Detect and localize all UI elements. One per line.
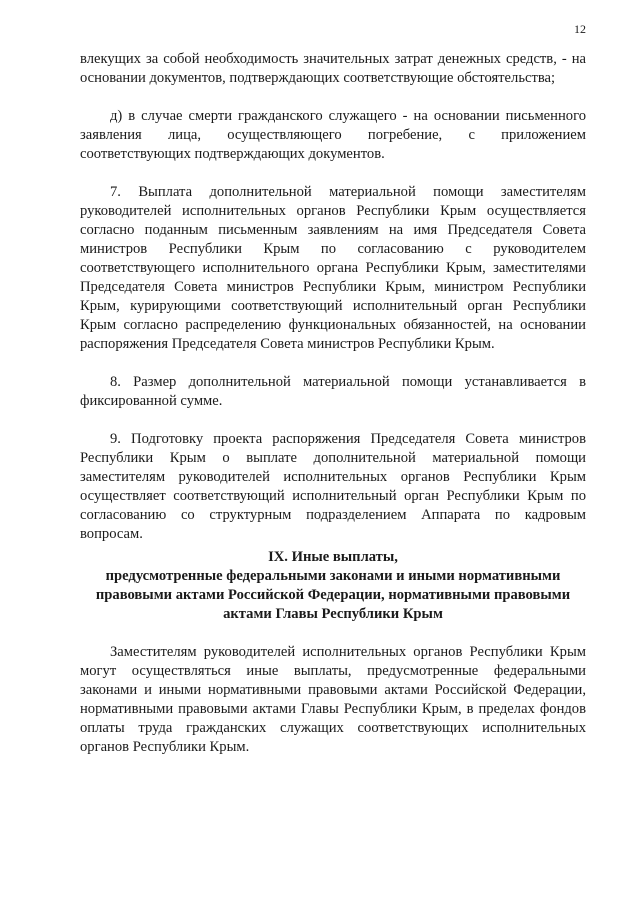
section-body: Заместителям руководителей исполнительных органов Республики Крым могут осуществляться иные выплаты, предусмотренные федеральными законами и иными нормативными правовыми актами Российской Федерации, нормативными правовыми актами Главы Республики Крым, в пределах фондов оплаты труда гражданских служащих соответствующих исполнительных органов Республики Крым. [80,644,586,755]
paragraph-continuation: влекущих за собой необходимость значительных затрат денежных средств, - на основании документов, подтверждающих соответствующие обстоятельства; [80,51,586,86]
paragraph-9: 9. Подготовку проекта распоряжения Председателя Совета министров Республики Крым о выплате дополнительной материальной помощи заместителям руководителей исполнительных органов Республики Крым осуществляет соответствующий исполнительный орган Республики Крым по согласованию со структурным подразделением Аппарата по кадровым вопросам. [80,431,586,542]
section-title-line-2: правовыми актами Российской Федерации, нормативными правовыми [95,587,571,603]
paragraph-d: д) в случае смерти гражданского служащего - на основании письменного заявления лица, осуществляющего погребение, с приложением соответствующих подтверждающих документов. [80,108,586,162]
paragraph-7: 7. Выплата дополнительной материальной помощи заместителям руководителей исполнительных органов Республики Крым осуществляется согласно поданным письменным заявлениям на имя Председателя Совета министров Республики Крым по согласованию с руководителем соответствующего исполнительного органа Республики Крым, заместителями Председателя Совета министров Республики Крым, министром Республики Крым, курирующими соответствующий исполнительный орган Республики Крым согласно распределению функциональных обязанностей, на основании распоряжения Председателя Совета министров Республики Крым. [80,184,586,352]
page-number: 12 [574,22,586,36]
section-title-line-1: предусмотренные федеральными законами и иными нормативными [105,568,561,584]
document-body [80,50,586,757]
section-number: IX. Иные выплаты, [268,549,398,565]
paragraph-8: 8. Размер дополнительной материальной помощи устанавливается в фиксированной сумме. [80,374,586,409]
section-title-line-3: актами Главы Республики Крым [223,606,443,622]
